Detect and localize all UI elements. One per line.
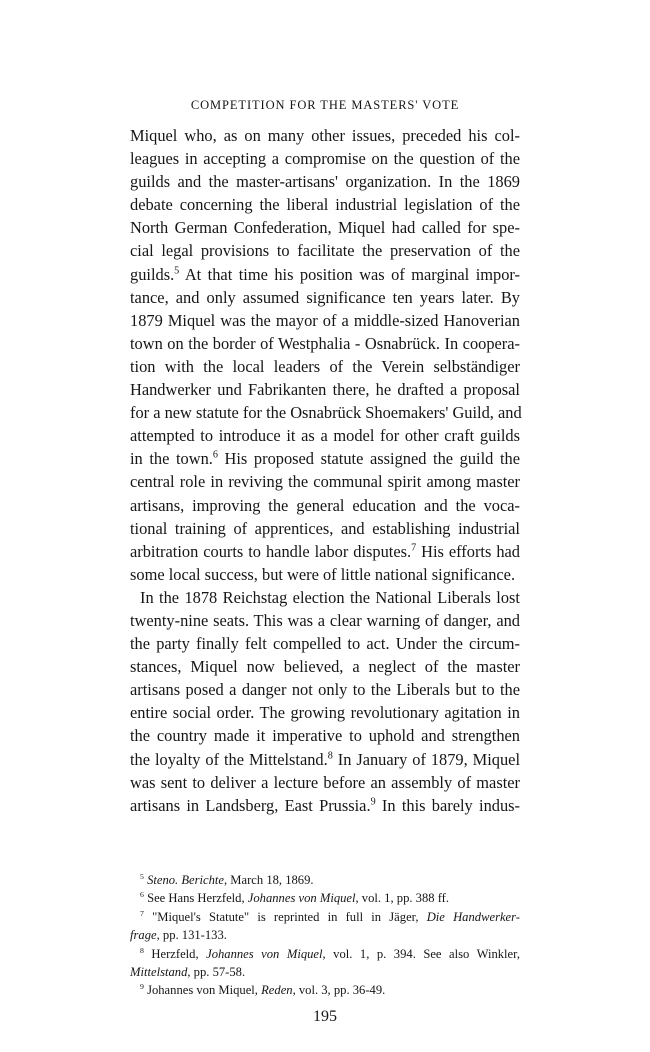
footnote-text: , pp. 57-58. <box>187 964 246 979</box>
page-number: 195 <box>313 1008 337 1025</box>
text-line-text: tion with the local leaders of the Verein selbständiger <box>130 356 520 376</box>
footnote-title: Die Handwerker- <box>426 909 520 924</box>
text-line <box>130 748 520 771</box>
text-line <box>130 355 520 378</box>
text-line-text: cial legal provisions to facilitate the preservation of the <box>130 241 520 261</box>
footnote-text: , vol. 1, pp. 388 ff. <box>355 891 450 906</box>
text-line <box>130 563 520 586</box>
text-line <box>130 794 520 817</box>
footnote-text: Johannes von Miquel, <box>147 983 262 998</box>
text-line <box>130 701 520 724</box>
text-line <box>130 124 520 147</box>
text-line <box>130 309 520 332</box>
footnote-text: , March 18, 1869. <box>224 873 314 887</box>
footnote-text: , vol. 1, p. 394. See also Winkler, <box>322 946 520 961</box>
footnote-line <box>130 889 520 907</box>
text-line-text: North German Confederation, Miquel had called for spe- <box>130 218 520 238</box>
footnote-line <box>130 926 520 944</box>
footnote-title: frage <box>130 928 157 943</box>
text-line-text: Miquel who, as on many other issues, preceded his col- <box>130 126 520 145</box>
text-line-text: artisans, improving the general education and the voca- <box>130 495 520 515</box>
text-line <box>130 401 520 424</box>
footnote-marker: 8 <box>140 945 144 955</box>
footnote-reference: 6 <box>212 449 218 461</box>
footnote-text: Herzfeld, <box>151 946 207 961</box>
footnote-title: Mittelstand <box>130 964 188 979</box>
footnote-title: Johannes von Miquel <box>206 946 323 961</box>
text-line <box>130 470 520 493</box>
text-line-text: tional training of apprentices, and establishing industrial <box>130 518 520 538</box>
text-line-text: for a new statute for the Osnabrück Shoemakers' Guild, and <box>130 403 522 423</box>
footnote-text: See Hans Herzfeld, <box>147 891 248 906</box>
footnotes <box>130 871 520 1000</box>
text-line-continuation: In January of 1879, Miquel <box>332 749 520 769</box>
text-line <box>130 655 520 678</box>
footnote-text: "Miquel's Statute" is reprinted in full in Jäger, <box>152 909 427 924</box>
text-line-text: entire social order. The growing revolutionary agitation in <box>130 703 520 723</box>
footnote-text: , vol. 3, pp. 36-49. <box>292 983 386 998</box>
text-line-text: the country made it imperative to uphold and strengthen <box>130 726 520 746</box>
text-line <box>130 678 520 701</box>
text-line-text: leagues in accepting a compromise on the question of the <box>130 149 520 169</box>
footnote-marker: 6 <box>140 890 144 900</box>
text-line <box>130 586 520 609</box>
text-line <box>130 378 520 401</box>
running-head: COMPETITION FOR THE MASTERS' VOTE <box>190 98 460 112</box>
footnote-marker: 5 <box>140 871 144 881</box>
text-line-text: attempted to introduce it as a model for other craft guilds <box>130 426 520 446</box>
footnote-title: Johannes von Miquel <box>247 891 356 906</box>
text-line <box>130 540 520 563</box>
text-line <box>130 632 520 655</box>
text-line <box>130 332 520 355</box>
footnote-title: Steno. Berichte <box>147 873 224 887</box>
footnote-line <box>130 908 520 926</box>
text-line <box>130 193 520 216</box>
text-line <box>130 609 520 632</box>
text-line <box>130 424 520 447</box>
text-line-text: stances, Miquel now believed, a neglect of the master <box>130 657 520 677</box>
text-line <box>130 216 520 239</box>
text-line-text: artisans in Landsberg, East Prussia. <box>130 795 371 815</box>
text-line-text: In the 1878 Reichstag election the National Liberals lost <box>140 587 520 607</box>
text-line-text: debate concerning the liberal industrial legislation of the <box>130 195 520 215</box>
text-line-continuation: In this barely indus- <box>375 795 520 815</box>
footnote-reference: 8 <box>327 750 333 762</box>
text-line-text: the loyalty of the Mittelstand. <box>130 749 328 769</box>
text-line <box>130 147 520 170</box>
text-line-continuation: His efforts had <box>416 541 520 561</box>
text-line-text: in the town. <box>130 449 213 469</box>
text-line-text: Handwerker und Fabrikanten there, he drafted a proposal <box>130 380 520 400</box>
footnote-reference: 5 <box>174 265 180 277</box>
text-line <box>130 517 520 540</box>
text-line-text: was sent to deliver a lecture before an assembly of master <box>130 772 520 792</box>
text-line-text: tance, and only assumed significance ten years later. By <box>130 287 520 307</box>
text-line-text: central role in reviving the communal spirit among master <box>130 472 520 492</box>
text-line <box>130 263 520 286</box>
text-line <box>130 239 520 262</box>
text-line-text: artisans posed a danger not only to the Liberals but to the <box>130 680 520 700</box>
footnote-text: , pp. 131-133. <box>156 928 227 943</box>
footnote-line <box>130 963 520 981</box>
footnote-reference: 9 <box>370 796 376 808</box>
text-line-text: some local success, but were of little national significance. <box>130 564 516 584</box>
text-line-continuation: At that time his position was of marginal impor- <box>179 264 520 284</box>
footnote-line <box>130 871 520 889</box>
footnote-line <box>130 945 520 963</box>
text-line <box>130 447 520 470</box>
text-line-text: the party finally felt compelled to act. Under the circum- <box>130 634 520 654</box>
text-line <box>130 286 520 309</box>
body-text <box>130 124 520 817</box>
text-line <box>130 170 520 193</box>
text-line-text: guilds and the master-artisans' organization. In the 1869 <box>130 172 520 192</box>
text-line-text: guilds. <box>130 264 175 284</box>
text-line <box>130 724 520 747</box>
footnote-marker: 7 <box>140 908 144 918</box>
footnote-marker: 9 <box>140 982 144 992</box>
text-line-text: town on the border of Westphalia - Osnabrück. In coopera- <box>130 333 520 353</box>
footnote-line <box>130 981 520 999</box>
text-line <box>130 771 520 794</box>
text-line-text: 1879 Miquel was the mayor of a middle-sized Hanoverian <box>130 310 520 330</box>
footnote-title: Reden <box>261 983 293 998</box>
footnote-reference: 7 <box>411 542 417 554</box>
text-line-continuation: His proposed statute assigned the guild the <box>217 449 520 469</box>
text-line-text: twenty-nine seats. This was a clear warning of danger, and <box>130 610 520 630</box>
text-line-text: arbitration courts to handle labor disputes. <box>130 541 412 561</box>
text-line <box>130 494 520 517</box>
